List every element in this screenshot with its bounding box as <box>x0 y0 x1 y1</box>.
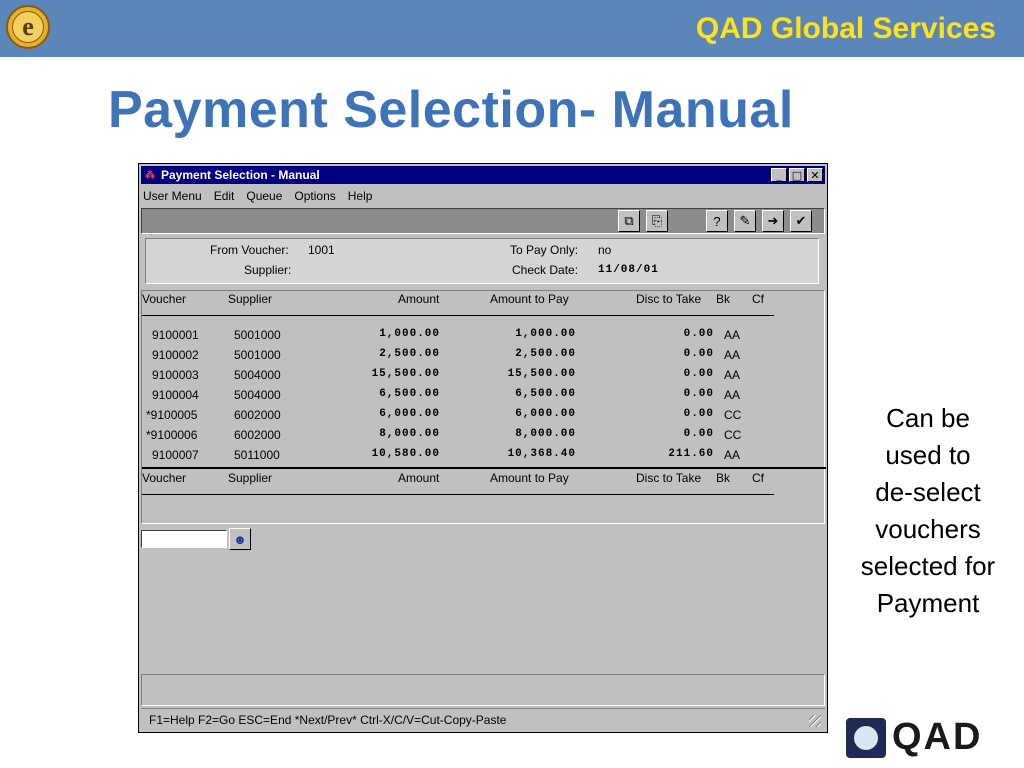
menu-help[interactable]: Help <box>347 189 373 203</box>
footer-col-bk: Bk <box>716 471 731 485</box>
maximize-button[interactable]: □ <box>789 168 805 182</box>
help-query-icon[interactable]: ? <box>706 210 728 232</box>
app-icon: ⁂ <box>145 169 155 181</box>
status-bar <box>141 708 825 730</box>
status-text: F1=Help F2=Go ESC=End *Next/Prev* Ctrl-X/C/V=Cut-Copy-Paste <box>149 712 507 727</box>
table-row[interactable]: *9100006 6002000 8,000.00 8,000.00 0.00 CC <box>146 428 742 442</box>
side-note: Can be used to de-select vouchers selected for Payment <box>860 403 996 618</box>
col-header-amount: Amount <box>398 292 440 306</box>
col-header-supplier: Supplier <box>228 292 273 306</box>
paste-icon[interactable]: ⎘ <box>646 210 668 232</box>
table-row[interactable]: 9100002 5001000 2,500.00 2,500.00 0.00 AA <box>152 348 741 362</box>
footer-divider-top <box>142 467 826 469</box>
footer-col-amount: Amount <box>398 471 440 485</box>
check-icon[interactable]: ✔ <box>790 210 812 232</box>
check-date-field[interactable]: 11/08/01 <box>598 264 659 276</box>
selection-header-panel <box>145 238 819 284</box>
company-logo-icon: e <box>6 5 50 49</box>
footer-col-disc-to-take: Disc to Take <box>636 471 702 485</box>
col-header-disc-to-take: Disc to Take <box>636 292 702 306</box>
message-box <box>141 674 825 706</box>
menu-bar <box>143 186 372 206</box>
table-row[interactable]: *9100005 6002000 6,000.00 6,000.00 0.00 CC <box>146 408 742 422</box>
export-icon[interactable]: ➜ <box>762 210 784 232</box>
lookup-icon[interactable]: ☻ <box>229 528 251 550</box>
menu-edit[interactable]: Edit <box>213 189 235 203</box>
top-banner <box>0 0 1024 57</box>
menu-user-menu[interactable]: User Menu <box>143 189 202 203</box>
col-header-amount-to-pay: Amount to Pay <box>490 292 569 306</box>
app-window <box>138 163 828 733</box>
menu-queue[interactable]: Queue <box>246 189 283 203</box>
table-row[interactable]: 9100003 5004000 15,500.00 15,500.00 0.00 AA <box>152 368 741 382</box>
header-divider <box>142 315 774 316</box>
toolbar <box>141 208 825 234</box>
from-voucher-label: From Voucher: <box>210 243 289 257</box>
footer-divider-bottom <box>142 494 774 495</box>
table-row[interactable]: 9100001 5001000 1,000.00 1,000.00 0.00 AA <box>152 328 741 342</box>
footer-col-supplier: Supplier <box>228 471 273 485</box>
supplier-label: Supplier: <box>244 263 292 277</box>
to-pay-only-field[interactable]: no <box>598 243 612 257</box>
table-row[interactable]: 9100007 5011000 10,580.00 10,368.40 211.60 AA <box>152 448 741 462</box>
copy-icon[interactable]: ⧉ <box>618 210 640 232</box>
resize-grip-icon[interactable] <box>809 715 821 727</box>
brand-title: QAD Global Services <box>695 12 996 45</box>
minimize-button[interactable]: _ <box>771 168 787 182</box>
col-header-voucher: Voucher <box>142 292 187 306</box>
voucher-grid <box>141 290 825 524</box>
footer-col-amount-to-pay: Amount to Pay <box>490 471 569 485</box>
col-header-bk: Bk <box>716 292 731 306</box>
menu-options[interactable]: Options <box>294 189 336 203</box>
table-row[interactable]: 9100004 5004000 6,500.00 6,500.00 0.00 AA <box>152 388 741 402</box>
window-title: Payment Selection - Manual <box>161 168 320 182</box>
entry-area <box>141 526 825 674</box>
qad-logo-icon <box>846 718 886 758</box>
voucher-entry-input[interactable] <box>141 530 227 548</box>
footer-col-voucher: Voucher <box>142 471 187 485</box>
from-voucher-field[interactable]: 1001 <box>308 243 335 257</box>
edit-query-icon[interactable]: ✎ <box>734 210 756 232</box>
window-titlebar[interactable] <box>141 166 825 184</box>
col-header-cf: Cf <box>752 292 764 306</box>
close-button[interactable]: ✕ <box>807 168 823 182</box>
check-date-label: Check Date: <box>512 263 579 277</box>
slide-title: Payment Selection- Manual <box>108 81 794 139</box>
to-pay-only-label: To Pay Only: <box>510 243 579 257</box>
qad-logo: QAD <box>846 716 982 759</box>
footer-col-cf: Cf <box>752 471 764 485</box>
